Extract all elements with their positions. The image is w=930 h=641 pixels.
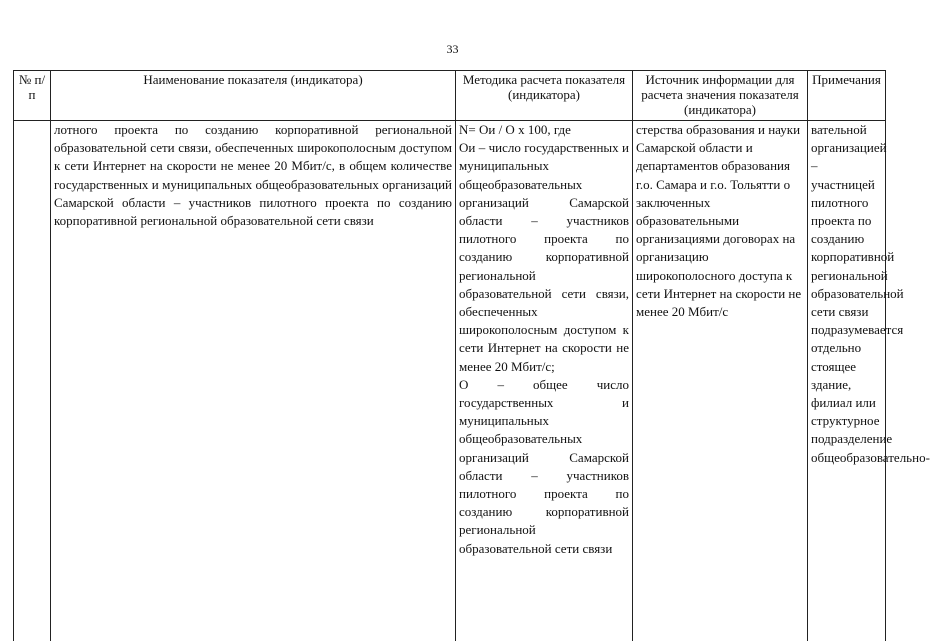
method-paragraph-denominator: O – общее число государственных и муниципальных общеобразовательных организаций Самарской области – участников пилотного проекта по созданию корпоративной региональной образовательной сети связи: [459, 376, 629, 558]
method-formula: N= Oи / O x 100, где: [459, 121, 629, 139]
method-paragraph-numerator: Oи – число государственных и муниципальных общеобразовательных организаций Самарской области – участников пилотного проекта по созданию корпоративной региональной образовательной сети связи, обеспеченных широкополосным доступом к сети Интернет на скорости не менее 20 Мбит/с;: [459, 139, 629, 376]
cell-num: [14, 121, 51, 641]
header-num: № п/п: [14, 71, 51, 121]
cell-notes: вательной организацией – участницей пилотного проекта по созданию корпоративной региональной образовательной сети связи подразумевается отдельно стоящее здание, филиал или структурное подразделение общеобразовательно-: [808, 121, 886, 641]
cell-calculation-method: [456, 121, 633, 641]
header-calculation-method: Методика расчета показателя (индикатора): [456, 71, 633, 121]
page-number: 33: [0, 42, 905, 57]
header-notes: Примечания: [808, 71, 886, 121]
cell-indicator-name: лотного проекта по созданию корпоративной региональной образовательной сети связи, обеспеченных широкополосным доступом к сети Интернет на скорости не менее 20 Мбит/с, в общем количестве государственных и муниципальных общеобразовательных организаций Самарской области – участников пилотного проекта по созданию корпоративной региональной образовательной сети связи: [51, 121, 456, 641]
header-indicator-name: Наименование показателя (индикатора): [51, 71, 456, 121]
table-row: [14, 121, 886, 641]
table-header-row: [14, 71, 886, 121]
indicator-table-wrapper: [13, 70, 885, 640]
header-information-source: Источник информации для расчета значения показателя (индикатора): [633, 71, 808, 121]
cell-information-source: стерства образования и науки Самарской области и департаментов образования г.о. Самара и г.о. Тольятти о заключенных образовательными организациями договорах на организацию широкополосного доступа к сети Интернет на скорости не менее 20 Мбит/с: [633, 121, 808, 641]
indicator-table: [13, 70, 886, 641]
